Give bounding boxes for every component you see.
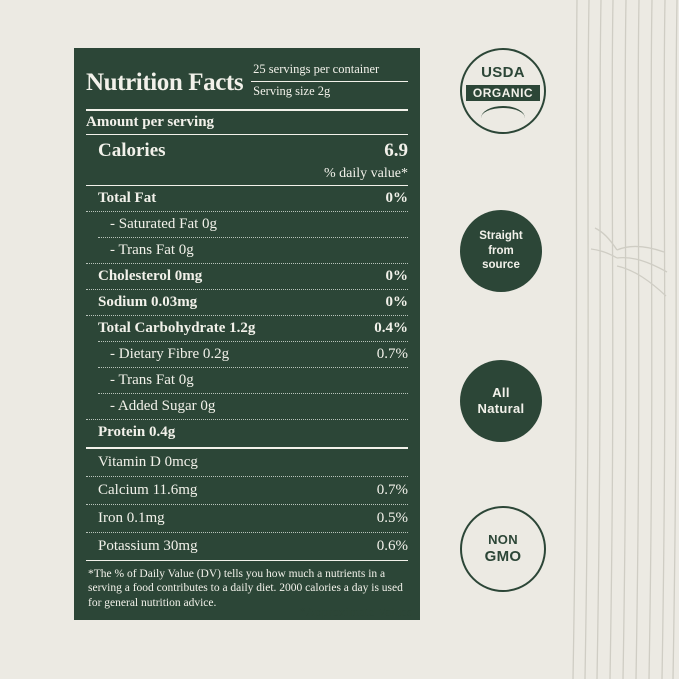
- serving-info: [251, 58, 408, 103]
- wheat-stalks-decoration: [569, 0, 679, 679]
- nutrient-label: - Dietary Fibre 0.2g: [110, 346, 230, 362]
- nutrient-value: 0.4%: [374, 320, 408, 336]
- badge-all-natural: [460, 360, 542, 442]
- table-row: [74, 342, 420, 367]
- badge-line-primary: USDA: [481, 64, 525, 82]
- nutrient-value: 0%: [385, 294, 408, 310]
- nutrient-value: 0.5%: [376, 510, 408, 526]
- nutrient-label: Vitamin D 0mcg: [98, 454, 198, 470]
- table-row: [74, 394, 420, 419]
- table-row: [74, 264, 420, 289]
- arc-icon: [481, 106, 525, 118]
- calories-label: Calories: [98, 140, 166, 161]
- badge-line-tertiary: source: [482, 259, 520, 272]
- nutrient-value: 0.7%: [376, 346, 408, 362]
- table-row: [74, 368, 420, 393]
- nutrient-label: Sodium 0.03mg: [98, 294, 198, 310]
- badge-line-secondary: ORGANIC: [466, 85, 540, 101]
- nutrient-label: Cholesterol 0mg: [98, 268, 203, 284]
- calories-value: 6.9: [384, 140, 408, 161]
- nutrient-label: Iron 0.1mg: [98, 510, 165, 526]
- table-row: [74, 238, 420, 263]
- table-row: [74, 290, 420, 315]
- daily-value-header-row: [74, 165, 420, 185]
- daily-value-header: % daily value*: [324, 166, 408, 181]
- table-row: [74, 212, 420, 237]
- badge-line-secondary: Natural: [477, 401, 525, 416]
- nutrient-value: 0.7%: [376, 482, 408, 498]
- nutrient-label: Potassium 30mg: [98, 538, 198, 554]
- nutrient-label: Total Carbohydrate 1.2g: [98, 320, 256, 336]
- calories-row: [74, 135, 420, 165]
- table-row: [74, 420, 420, 445]
- nutrient-label: Protein 0.4g: [98, 424, 176, 440]
- footnote-text: *The % of Daily Value (DV) tells you how much a nutrients in a serving a food contributes to a daily diet. 2000 calories a day is used for general nutrition advice.: [88, 568, 403, 609]
- nutrient-value: 0.6%: [376, 538, 408, 554]
- nutrient-label: Calcium 11.6mg: [98, 482, 198, 498]
- nutrient-value: 0%: [385, 268, 408, 284]
- badge-usda-organic: [460, 48, 546, 134]
- nutrition-facts-panel: [74, 48, 420, 620]
- table-row: [74, 449, 420, 476]
- badge-non-gmo: [460, 506, 546, 592]
- panel-header: [74, 48, 420, 107]
- nutrient-label: - Trans Fat 0g: [110, 242, 194, 258]
- nutrient-label: - Added Sugar 0g: [110, 398, 216, 414]
- table-row: [74, 186, 420, 211]
- nutrient-label: Total Fat: [98, 190, 157, 206]
- badge-line-primary: Straight: [479, 230, 523, 243]
- badge-line-primary: NON: [488, 531, 518, 547]
- serving-size: Serving size 2g: [253, 84, 331, 98]
- table-row: [74, 477, 420, 504]
- nutrient-label: - Trans Fat 0g: [110, 372, 194, 388]
- nutrient-label: - Saturated Fat 0g: [110, 216, 218, 232]
- badge-line-secondary: from: [488, 244, 514, 257]
- badge-line-secondary: GMO: [484, 547, 522, 565]
- nutrient-value: 0%: [385, 190, 408, 206]
- approximate-values-note: *Approximate Values: [299, 604, 412, 619]
- table-row: [74, 505, 420, 532]
- table-row: [74, 316, 420, 341]
- table-row: [74, 533, 420, 560]
- page-title: Nutrition Facts: [86, 69, 244, 96]
- servings-per-container: 25 servings per container: [251, 60, 408, 82]
- amount-per-serving: Amount per serving: [86, 114, 215, 130]
- badge-straight-from-source: [460, 210, 542, 292]
- badge-line-primary: All: [492, 384, 510, 400]
